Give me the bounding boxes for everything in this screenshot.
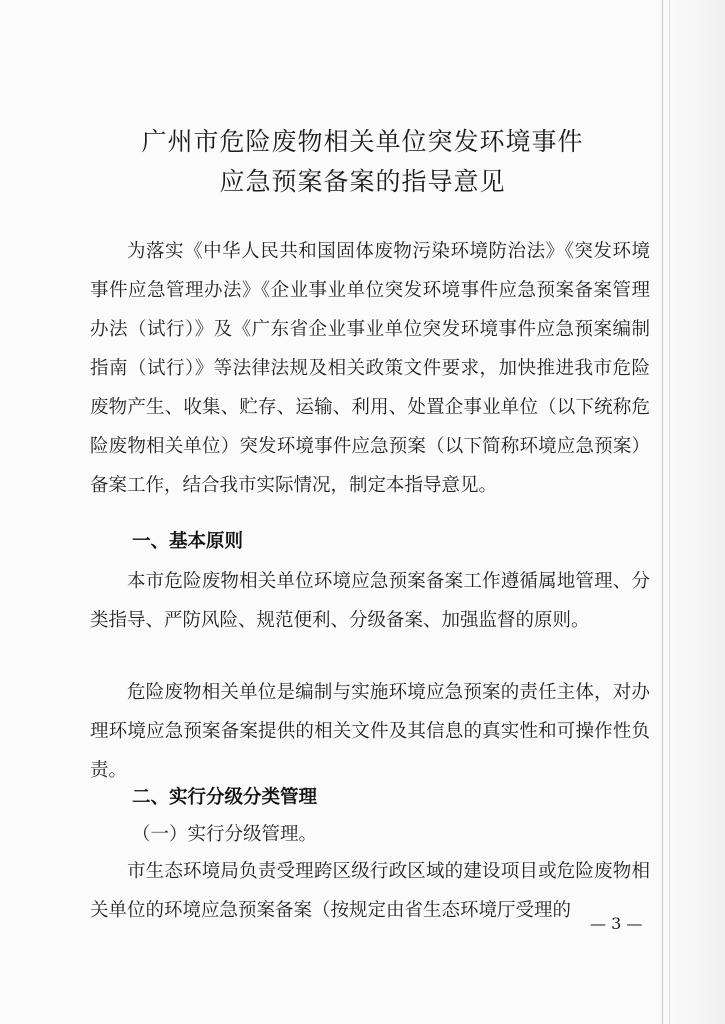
section-1-paragraph-1: 本市危险废物相关单位环境应急预案备案工作遵循属地管理、分类指导、严防风险、规范便利、分级备案、加强监督的原则。 (90, 571, 650, 631)
section-2-subheading-1: （一）实行分级管理。 (132, 824, 318, 845)
section-1-paragraph-2: 危险废物相关单位是编制与实施环境应急预案的责任主体，对办理环境应急预案备案提供的相关文件及其信息的真实性和可操作性负责。 (90, 682, 650, 781)
section-2-heading: 二、实行分级分类管理 (132, 787, 318, 808)
document-title-line-1: 广州市危险废物相关单位突发环境事件 (141, 127, 584, 156)
page-number: — 3 — (590, 914, 643, 933)
section-1-heading: 一、基本原则 (132, 531, 244, 552)
section-2-paragraph-1: 市生态环境局负责受理跨区级行政区域的建设项目或危险废物相关单位的环境应急预案备案（按规定由省生态环境厅受理的 (90, 861, 650, 921)
document-title-line-2: 应急预案备案的指导意见 (219, 167, 506, 196)
intro-paragraph: 为落实《中华人民共和国固体废物污染环境防治法》《突发环境事件应急管理办法》《企业事业单位突发环境事件应急预案备案管理办法（试行）》及《广东省企业事业单位突发环境事件应急预案编制指南（试行）》等法律法规及相关政策文件要求，加快推进我市危险废物产生、收集、贮存、运输、利用、处置企事业单位（以下统称危险废物相关单位）突发环境事件应急预案（以下简称环境应急预案）备案工作，结合我市实际情况，制定本指导意见。 (90, 241, 650, 496)
